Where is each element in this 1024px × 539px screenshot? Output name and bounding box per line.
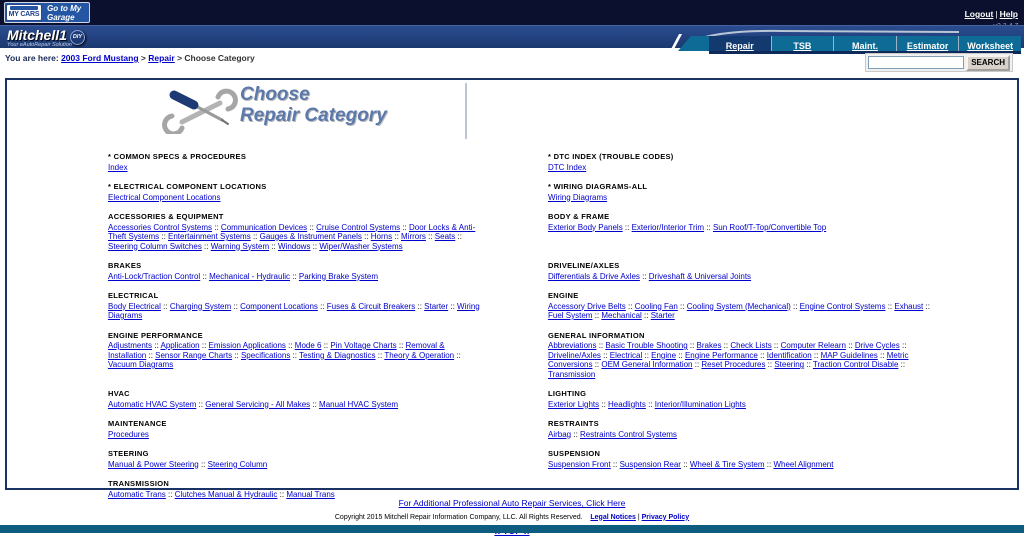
search-input[interactable] bbox=[868, 56, 964, 69]
link-separator: :: bbox=[845, 341, 855, 350]
link-separator: :: bbox=[198, 459, 208, 469]
header-divider bbox=[465, 83, 467, 139]
link-separator: :: bbox=[923, 301, 930, 311]
category-engine-performance bbox=[108, 331, 480, 380]
category-heading-brakes: BRAKES bbox=[108, 261, 142, 270]
category-links-steering bbox=[108, 460, 480, 470]
category-link-manual-hvac-system[interactable]: Manual HVAC System bbox=[319, 399, 399, 409]
category-links-driveline-axles bbox=[548, 272, 940, 282]
category-grid bbox=[7, 140, 1017, 509]
link-separator: :: bbox=[898, 360, 906, 369]
category-link-vacuum-diagrams[interactable]: Vacuum Diagrams bbox=[108, 360, 174, 369]
category-heading-transmission: TRANSMISSION bbox=[108, 479, 170, 488]
link-separator: :: bbox=[599, 399, 609, 409]
my-cars-label: MY CARS bbox=[8, 11, 40, 18]
nav-tabs bbox=[709, 36, 1021, 51]
link-separator: :: bbox=[146, 350, 156, 360]
category-link-communication-devices[interactable]: Communication Devices bbox=[220, 222, 308, 232]
link-separator: :: bbox=[196, 399, 206, 409]
category-link-exterior-body-panels[interactable]: Exterior Body Panels bbox=[548, 222, 623, 232]
link-separator: :: bbox=[455, 232, 462, 241]
category-link-wiper-washer-systems[interactable]: Wiper/Washer Systems bbox=[319, 241, 403, 251]
additional-services-link[interactable]: For Additional Professional Auto Repair Services, Click Here bbox=[398, 498, 626, 508]
category-heading-hvac: HVAC bbox=[108, 389, 130, 398]
category-link-restraints-control-systems[interactable]: Restraints Control Systems bbox=[580, 429, 677, 439]
category-link-anti-lock-traction-control[interactable]: Anti-Lock/Traction Control bbox=[108, 271, 201, 281]
nav-tab-strip bbox=[691, 36, 1021, 51]
category-link-driveshaft-universal-joints[interactable]: Driveshaft & Universal Joints bbox=[648, 271, 752, 281]
category-link-specifications[interactable]: Specifications bbox=[240, 350, 291, 360]
category-brakes bbox=[108, 261, 480, 281]
link-separator: :: bbox=[592, 360, 602, 369]
category-links-maintenance bbox=[108, 430, 480, 440]
content-header bbox=[7, 80, 1017, 140]
link-separator: :: bbox=[625, 301, 635, 311]
tab-label-repair: Repair bbox=[725, 41, 754, 51]
breadcrumb-separator: > bbox=[174, 53, 185, 63]
category-link-driveline-axles[interactable]: Driveline/Axles bbox=[548, 350, 601, 360]
logo-text: Mitchell1 bbox=[7, 27, 67, 43]
category-link-interior-illumination-lights[interactable]: Interior/Illumination Lights bbox=[654, 399, 746, 409]
category-link-fuses-circuit-breakers[interactable]: Fuses & Circuit Breakers bbox=[326, 301, 416, 311]
category-link-suspension-rear[interactable]: Suspension Rear bbox=[619, 459, 681, 469]
category-links-brakes bbox=[108, 272, 480, 282]
category-link-procedures[interactable]: Procedures bbox=[108, 429, 149, 439]
link-separator: :: bbox=[310, 399, 320, 409]
legal-separator: | bbox=[637, 513, 640, 521]
category-body-frame bbox=[548, 212, 940, 251]
category-link-headlights[interactable]: Headlights bbox=[608, 399, 646, 409]
category-links-restraints bbox=[548, 430, 940, 440]
category-link-metric-conversions[interactable]: Metric Conversions bbox=[548, 350, 909, 369]
link-separator: :: bbox=[592, 311, 602, 320]
link-separator: :: bbox=[676, 350, 685, 360]
category-link-computer-relearn[interactable]: Computer Relearn bbox=[780, 341, 846, 350]
category-link-wiring-diagrams[interactable]: Wiring Diagrams bbox=[548, 192, 608, 202]
category-link-mechanical[interactable]: Mechanical bbox=[601, 311, 642, 320]
category-link-charging-system[interactable]: Charging System bbox=[169, 301, 232, 311]
link-separator: :: bbox=[804, 360, 813, 369]
category-link-abbreviations[interactable]: Abbreviations bbox=[548, 341, 597, 350]
category-link-application[interactable]: Application bbox=[160, 341, 200, 350]
link-separator: | bbox=[995, 9, 998, 19]
category-link-differentials-drive-axles[interactable]: Differentials & Drive Axles bbox=[548, 271, 640, 281]
tab-label-worksheet: Worksheet bbox=[967, 41, 1014, 51]
category-heading-engine-performance: ENGINE PERFORMANCE bbox=[108, 330, 203, 340]
category-link-index[interactable]: Index bbox=[108, 162, 128, 172]
link-separator: :: bbox=[764, 459, 774, 469]
category-link-steering[interactable]: Steering bbox=[774, 360, 805, 369]
link-separator: :: bbox=[680, 459, 690, 469]
link-separator: :: bbox=[757, 350, 767, 360]
category-link-adjustments[interactable]: Adjustments bbox=[108, 341, 153, 350]
category-links-common-specs-procedures bbox=[108, 163, 480, 173]
category-links-suspension bbox=[548, 460, 940, 470]
breadcrumb-2003-ford-mustang[interactable]: 2003 Ford Mustang bbox=[61, 53, 139, 63]
link-separator: :: bbox=[415, 301, 425, 311]
category-link-mirrors[interactable]: Mirrors bbox=[401, 232, 426, 241]
category-heading-general-information: GENERAL INFORMATION bbox=[548, 330, 645, 340]
link-separator: :: bbox=[310, 241, 320, 251]
category-heading-maintenance: MAINTENANCE bbox=[108, 419, 167, 428]
breadcrumb-prefix: You are here: bbox=[5, 53, 59, 63]
link-separator: :: bbox=[677, 301, 687, 311]
link-separator: :: bbox=[811, 350, 821, 360]
my-cars-plate-icon bbox=[6, 4, 42, 21]
tab-label-tsb: TSB bbox=[793, 41, 812, 51]
category-link-gauges-instrument-panels[interactable]: Gauges & Instrument Panels bbox=[259, 232, 362, 241]
help-link[interactable]: Help bbox=[999, 9, 1018, 19]
link-separator: :: bbox=[152, 341, 161, 350]
link-separator: :: bbox=[212, 222, 221, 232]
breadcrumb bbox=[5, 53, 255, 63]
category-hvac bbox=[108, 389, 480, 409]
link-separator: :: bbox=[400, 222, 409, 232]
link-separator: :: bbox=[392, 232, 402, 241]
tab-label-estimator: Estimator bbox=[906, 41, 949, 51]
category-heading-engine: ENGINE bbox=[548, 291, 579, 300]
category-link-map-guidelines[interactable]: MAP Guidelines bbox=[820, 350, 878, 360]
category-dtc-index-trouble-codes bbox=[548, 152, 940, 172]
page-title bbox=[240, 84, 387, 126]
category-link-starter[interactable]: Starter bbox=[650, 311, 675, 320]
top-bar bbox=[0, 0, 1024, 25]
link-separator: :: bbox=[396, 341, 406, 350]
category-link-steering-column[interactable]: Steering Column bbox=[207, 459, 268, 469]
category-link-entertainment-systems[interactable]: Entertainment Systems bbox=[168, 232, 251, 241]
link-separator: :: bbox=[159, 232, 169, 241]
category-link-removal-installation[interactable]: Removal & Installation bbox=[108, 341, 445, 360]
category-link-horns[interactable]: Horns bbox=[370, 232, 393, 241]
category-engine bbox=[548, 291, 940, 321]
link-separator: :: bbox=[899, 341, 907, 350]
category-link-transmission[interactable]: Transmission bbox=[548, 369, 596, 379]
category-link-cruise-control-systems[interactable]: Cruise Control Systems bbox=[316, 222, 401, 232]
link-separator: :: bbox=[307, 222, 317, 232]
link-separator: :: bbox=[231, 301, 241, 311]
link-separator: :: bbox=[704, 222, 713, 232]
link-separator: :: bbox=[877, 350, 887, 360]
category-heading-body-frame: BODY & FRAME bbox=[548, 212, 610, 221]
category-link-wiring-diagrams[interactable]: Wiring Diagrams bbox=[108, 301, 480, 320]
link-separator: :: bbox=[232, 350, 241, 360]
breadcrumb-separator: > bbox=[138, 53, 149, 63]
category-heading-driveline-axles: DRIVELINE/AXLES bbox=[548, 261, 620, 270]
category-link-manual-power-steering[interactable]: Manual & Power Steering bbox=[108, 459, 199, 469]
link-separator: :: bbox=[425, 232, 435, 241]
main-content bbox=[5, 78, 1019, 499]
search-panel bbox=[865, 53, 1013, 72]
category-links-electrical bbox=[108, 302, 480, 321]
page-title-line1: Choose bbox=[240, 84, 310, 105]
category-link-cooling-fan[interactable]: Cooling Fan bbox=[634, 301, 678, 311]
category-suspension bbox=[548, 449, 940, 469]
category-link-emission-applications[interactable]: Emission Applications bbox=[208, 341, 286, 350]
category-heading-common-specs-procedures: * COMMON SPECS & PROCEDURES bbox=[108, 152, 247, 161]
category-link-drive-cycles[interactable]: Drive Cycles bbox=[854, 341, 900, 350]
link-separator: :: bbox=[317, 301, 327, 311]
copyright-line bbox=[0, 514, 1024, 521]
link-separator: :: bbox=[641, 311, 651, 320]
category-links-hvac bbox=[108, 400, 480, 410]
category-link-exterior-lights[interactable]: Exterior Lights bbox=[548, 399, 600, 409]
category-link-wheel-tire-system[interactable]: Wheel & Tire System bbox=[689, 459, 765, 469]
category-link-airbag[interactable]: Airbag bbox=[548, 429, 572, 439]
search-button[interactable]: SEARCH bbox=[966, 55, 1010, 71]
link-separator: :: bbox=[448, 301, 458, 311]
link-separator: :: bbox=[790, 301, 800, 311]
category-link-door-locks-anti-theft-systems[interactable]: Door Locks & Anti-Theft Systems bbox=[108, 222, 476, 241]
tools-icon bbox=[162, 88, 238, 134]
link-separator: :: bbox=[361, 232, 371, 241]
logo-tagline: Your eAutoRepair Solution bbox=[7, 42, 72, 48]
category-driveline-axles bbox=[548, 261, 940, 281]
category-link-reset-procedures[interactable]: Reset Procedures bbox=[701, 360, 766, 369]
category-link-sun-roof-t-top-convertible-top[interactable]: Sun Roof/T-Top/Convertible Top bbox=[712, 222, 827, 232]
link-separator: :: bbox=[290, 271, 299, 281]
diy-badge: DIY bbox=[70, 30, 85, 45]
category-links-engine bbox=[548, 302, 940, 321]
category-link-manual-trans[interactable]: Manual Trans bbox=[286, 489, 335, 499]
category-link-wheel-alignment[interactable]: Wheel Alignment bbox=[773, 459, 834, 469]
category-link-exterior-interior-trim[interactable]: Exterior/Interior Trim bbox=[631, 222, 705, 232]
category-steering bbox=[108, 449, 480, 469]
category-link-suspension-front[interactable]: Suspension Front bbox=[548, 459, 611, 469]
category-link-starter[interactable]: Starter bbox=[424, 301, 449, 311]
category-link-windows[interactable]: Windows bbox=[278, 241, 311, 251]
category-links-lighting bbox=[548, 400, 940, 410]
category-electrical-component-locations bbox=[108, 182, 480, 202]
category-restraints bbox=[548, 419, 940, 439]
category-link-pin-voltage-charts[interactable]: Pin Voltage Charts bbox=[330, 341, 397, 350]
link-separator: :: bbox=[885, 301, 895, 311]
category-links-electrical-component-locations bbox=[108, 193, 480, 203]
category-link-body-electrical[interactable]: Body Electrical bbox=[108, 301, 161, 311]
category-link-oem-general-information[interactable]: OEM General Information bbox=[601, 360, 693, 369]
category-link-clutches-manual-hydraulic[interactable]: Clutches Manual & Hydraulic bbox=[174, 489, 278, 499]
category-links-dtc-index-trouble-codes bbox=[548, 163, 940, 173]
category-general-information bbox=[548, 331, 940, 380]
breadcrumb-repair[interactable]: Repair bbox=[148, 53, 175, 63]
link-separator: :: bbox=[201, 241, 211, 251]
privacy-policy-link[interactable]: Privacy Policy bbox=[641, 513, 690, 521]
category-links-wiring-diagrams-all bbox=[548, 193, 940, 203]
category-heading-restraints: RESTRAINTS bbox=[548, 419, 599, 428]
category-links-engine-performance bbox=[108, 341, 480, 370]
category-heading-lighting: LIGHTING bbox=[548, 389, 587, 398]
category-links-general-information bbox=[548, 341, 940, 379]
category-link-dtc-index[interactable]: DTC Index bbox=[548, 162, 587, 172]
category-link-identification[interactable]: Identification bbox=[766, 350, 812, 360]
legal-notices-link[interactable]: Legal Notices bbox=[590, 513, 636, 521]
tab-repair[interactable] bbox=[709, 36, 771, 51]
link-separator: :: bbox=[596, 341, 606, 350]
category-link-automatic-hvac-system[interactable]: Automatic HVAC System bbox=[108, 399, 197, 409]
link-separator: :: bbox=[375, 350, 385, 360]
link-separator: :: bbox=[645, 399, 655, 409]
category-link-brakes[interactable]: Brakes bbox=[696, 341, 722, 350]
category-link-testing-diagnostics[interactable]: Testing & Diagnostics bbox=[299, 350, 376, 360]
link-separator: :: bbox=[571, 429, 581, 439]
category-accessories-equipment bbox=[108, 212, 480, 251]
category-link-accessories-control-systems[interactable]: Accessories Control Systems bbox=[108, 222, 213, 232]
category-link-general-servicing-all-makes[interactable]: General Servicing - All Makes bbox=[205, 399, 311, 409]
category-link-seats[interactable]: Seats bbox=[434, 232, 456, 241]
category-heading-suspension: SUSPENSION bbox=[548, 449, 601, 458]
link-separator: :: bbox=[290, 350, 300, 360]
link-separator: :: bbox=[269, 241, 278, 251]
link-separator: :: bbox=[610, 459, 620, 469]
category-heading-dtc-index-trouble-codes: * DTC INDEX (TROUBLE CODES) bbox=[548, 152, 674, 161]
category-link-exhaust[interactable]: Exhaust bbox=[894, 301, 924, 311]
category-link-fuel-system[interactable]: Fuel System bbox=[548, 311, 593, 320]
link-separator: :: bbox=[692, 360, 702, 369]
link-separator: :: bbox=[765, 360, 775, 369]
category-link-mode-6[interactable]: Mode 6 bbox=[294, 341, 322, 350]
category-wiring-diagrams-all bbox=[548, 182, 940, 202]
category-link-engine[interactable]: Engine bbox=[651, 350, 677, 360]
go-to-my-garage-label: Go to My Garage bbox=[47, 4, 82, 22]
category-heading-electrical-component-locations: * ELECTRICAL COMPONENT LOCATIONS bbox=[108, 182, 267, 191]
page-title-line2: Repair Category bbox=[240, 105, 387, 126]
bottom-bar bbox=[0, 525, 1024, 533]
category-link-steering-column-switches[interactable]: Steering Column Switches bbox=[108, 241, 202, 251]
link-separator: :: bbox=[285, 341, 295, 350]
category-heading-accessories-equipment: ACCESSORIES & EQUIPMENT bbox=[108, 212, 224, 221]
link-separator: :: bbox=[160, 301, 170, 311]
category-maintenance bbox=[108, 419, 480, 439]
link-separator: :: bbox=[771, 341, 781, 350]
category-heading-wiring-diagrams-all: * WIRING DIAGRAMS-ALL bbox=[548, 182, 648, 191]
category-link-warning-system[interactable]: Warning System bbox=[210, 241, 270, 251]
link-separator: :: bbox=[250, 232, 260, 241]
tab-worksheet[interactable] bbox=[958, 36, 1021, 51]
copyright-text: Copyright 2015 Mitchell Repair Information Company, LLC. All Rights Reserved. bbox=[334, 513, 583, 521]
link-separator: :: bbox=[321, 341, 331, 350]
category-link-component-locations[interactable]: Component Locations bbox=[240, 301, 318, 311]
link-separator: :: bbox=[687, 341, 697, 350]
go-to-my-garage-button[interactable] bbox=[4, 2, 90, 23]
category-link-automatic-trans[interactable]: Automatic Trans bbox=[108, 489, 166, 499]
category-links-body-frame bbox=[548, 223, 940, 233]
category-link-mechanical-hydraulic[interactable]: Mechanical - Hydraulic bbox=[209, 271, 290, 281]
category-link-sensor-range-charts[interactable]: Sensor Range Charts bbox=[155, 350, 233, 360]
category-link-basic-trouble-shooting[interactable]: Basic Trouble Shooting bbox=[605, 341, 688, 350]
breadcrumb-choose-category: Choose Category bbox=[184, 53, 255, 63]
link-separator: :: bbox=[277, 489, 287, 499]
mitchell1-logo bbox=[7, 27, 85, 48]
logout-link[interactable]: Logout bbox=[964, 9, 994, 19]
link-separator: :: bbox=[622, 222, 632, 232]
link-separator: :: bbox=[199, 341, 209, 350]
tab-label-maint: Maint. bbox=[851, 41, 878, 51]
link-separator: :: bbox=[639, 271, 649, 281]
breadcrumb-items bbox=[61, 53, 255, 63]
category-link-theory-operation[interactable]: Theory & Operation bbox=[384, 350, 455, 360]
link-separator: :: bbox=[454, 350, 461, 360]
link-separator: :: bbox=[642, 350, 652, 360]
category-link-cooling-system-mechanical[interactable]: Cooling System (Mechanical) bbox=[686, 301, 791, 311]
link-separator: :: bbox=[600, 350, 610, 360]
category-link-accessory-drive-belts[interactable]: Accessory Drive Belts bbox=[548, 301, 626, 311]
category-heading-steering: STEERING bbox=[108, 449, 149, 458]
link-separator: :: bbox=[165, 489, 175, 499]
category-link-electrical[interactable]: Electrical bbox=[609, 350, 643, 360]
category-electrical bbox=[108, 291, 480, 321]
category-link-electrical-component-locations[interactable]: Electrical Component Locations bbox=[108, 192, 221, 202]
category-link-traction-control-disable[interactable]: Traction Control Disable bbox=[812, 360, 899, 369]
category-link-parking-brake-system[interactable]: Parking Brake System bbox=[298, 271, 379, 281]
link-separator: :: bbox=[200, 271, 210, 281]
link-separator: :: bbox=[721, 341, 731, 350]
category-link-engine-control-systems[interactable]: Engine Control Systems bbox=[799, 301, 886, 311]
category-link-engine-performance[interactable]: Engine Performance bbox=[684, 350, 758, 360]
category-common-specs-procedures bbox=[108, 152, 480, 172]
category-link-check-lists[interactable]: Check Lists bbox=[730, 341, 772, 350]
tab-estimator[interactable] bbox=[896, 36, 959, 51]
tab-tsb[interactable] bbox=[771, 36, 834, 51]
category-heading-electrical: ELECTRICAL bbox=[108, 291, 159, 300]
tab-maint[interactable] bbox=[833, 36, 896, 51]
category-lighting bbox=[548, 389, 940, 409]
category-links-accessories-equipment bbox=[108, 223, 480, 252]
